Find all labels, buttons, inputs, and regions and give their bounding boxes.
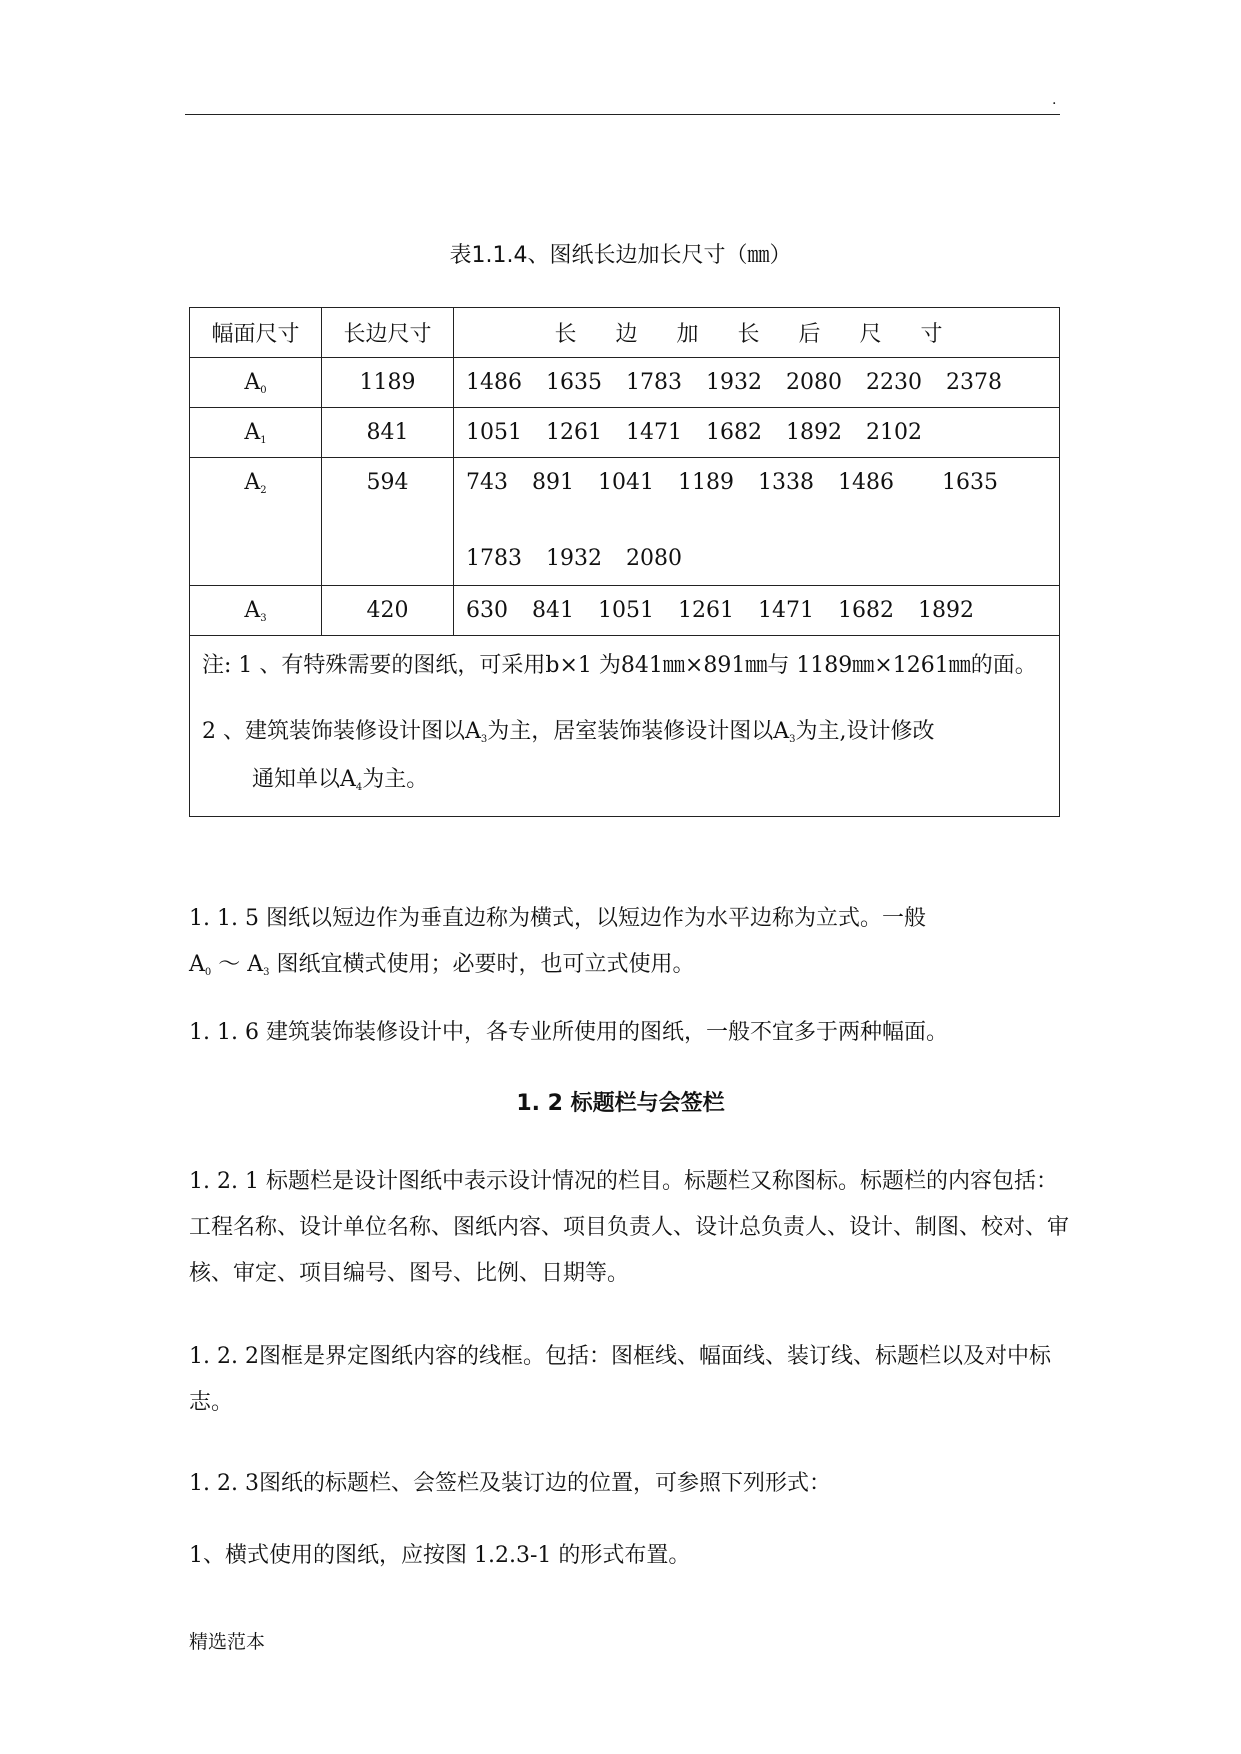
header-extended: 长 边 加 长 后 尺 寸	[454, 308, 1060, 358]
paragraph-1-1-5: 1. 1. 5 图纸以短边作为垂直边称为横式，以短边作为水平边称为立式。一般 A0 ～ A3 图纸宜横式使用；必要时，也可立式使用。	[189, 906, 926, 978]
table-header-row	[190, 308, 1060, 358]
extended-cell	[454, 458, 1060, 586]
footer-text: 精选范本	[189, 1631, 266, 1653]
values-line: 1783 1932 2080	[466, 546, 682, 571]
extended-cell: 1051 1261 1471 1682 1892 2102	[454, 408, 1060, 458]
table-row	[190, 408, 1060, 458]
extended-cell: 1486 1635 1783 1932 2080 2230 2378	[454, 358, 1060, 408]
header-rule	[185, 114, 1060, 115]
table-notes	[190, 636, 1060, 817]
header-size: 幅面尺寸	[190, 308, 322, 358]
long-edge-cell: 420	[322, 586, 454, 636]
paragraph-1-2-3: 1. 2. 3图纸的标题栏、会签栏及装订边的位置，可参照下列形式：	[189, 1471, 831, 1496]
header-dot: .	[1052, 92, 1057, 108]
values-line: 743 891 1041 1189 1338 1486 1635	[466, 470, 998, 495]
table-row	[190, 586, 1060, 636]
table-note-row	[190, 636, 1060, 817]
size-cell: A1	[190, 408, 322, 458]
table-row	[190, 358, 1060, 408]
size-cell: A3	[190, 586, 322, 636]
table-row	[190, 458, 1060, 586]
table-caption: 表1.1.4、图纸长边加长尺寸（㎜）	[449, 243, 792, 268]
note-2: 2 、建筑装饰装修设计图以A3为主，居室装饰装修设计图以A3为主,设计修改 通知单以A4为主。	[202, 719, 935, 793]
section-heading-1-2: 1. 2 标题栏与会签栏	[516, 1091, 725, 1116]
paragraph-item-1: 1、横式使用的图纸，应按图 1.2.3-1 的形式布置。	[189, 1543, 691, 1568]
paragraph-1-1-6: 1. 1. 6 建筑装饰装修设计中，各专业所使用的图纸，一般不宜多于两种幅面。	[189, 1020, 948, 1045]
paragraph-1-2-2: 1. 2. 2图框是界定图纸内容的线框。包括：图框线、幅面线、装订线、标题栏以及对中标志。	[189, 1344, 1051, 1415]
long-edge-cell: 594	[322, 458, 454, 586]
paper-size-table	[189, 307, 1060, 817]
note-1: 注: 1 、有特殊需要的图纸，可采用b×1 为841㎜×891㎜与 1189㎜×1261㎜的面。	[202, 653, 1037, 678]
extended-cell: 630 841 1051 1261 1471 1682 1892	[454, 586, 1060, 636]
paragraph-1-2-1: 1. 2. 1 标题栏是设计图纸中表示设计情况的栏目。标题栏又称图标。标题栏的内容包括：工程名称、设计单位名称、图纸内容、项目负责人、设计总负责人、设计、制图、校对、审核、审定、项目编号、图号、比例、日期等。	[189, 1169, 1070, 1286]
long-edge-cell: 1189	[322, 358, 454, 408]
size-cell: A2	[190, 458, 322, 586]
long-edge-cell: 841	[322, 408, 454, 458]
header-long-edge: 长边尺寸	[322, 308, 454, 358]
size-cell: A0	[190, 358, 322, 408]
